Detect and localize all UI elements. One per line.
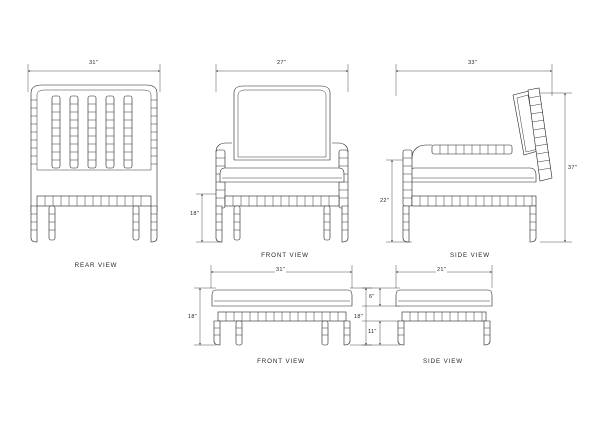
side-view-chair-graphic xyxy=(386,64,572,242)
chair-depth-value: 33" xyxy=(468,60,478,66)
chair-front-width-value: 27" xyxy=(277,60,287,66)
side-view-chair-label: SIDE VIEW xyxy=(449,252,491,259)
chair-back-height-value: 37" xyxy=(568,165,578,171)
rear-width-value: 31" xyxy=(89,60,99,66)
front-view-ottoman-graphic xyxy=(194,265,372,345)
ottoman-front-width-value: 31" xyxy=(276,267,286,273)
rear-width-dimension xyxy=(28,64,160,92)
ottoman-depth-value: 21" xyxy=(437,267,447,273)
front-view-chair-graphic xyxy=(196,64,348,242)
chair-seat-height-value: 18" xyxy=(190,211,200,217)
ottoman-height-right-value: 18" xyxy=(354,314,364,320)
ottoman-height-left-value: 18" xyxy=(188,314,198,320)
ottoman-cushion-height-value: 6" xyxy=(369,294,375,300)
front-view-chair-label: FRONT VIEW xyxy=(261,252,309,259)
rear-view-graphic xyxy=(28,64,160,242)
rear-view-label: REAR VIEW xyxy=(74,262,118,269)
chair-arm-height-value: 22" xyxy=(380,198,390,204)
side-view-ottoman-label: SIDE VIEW xyxy=(422,358,464,365)
side-view-ottoman-graphic xyxy=(362,265,492,345)
front-view-ottoman-label: FRONT VIEW xyxy=(257,358,305,365)
ottoman-leg-height-value: 11" xyxy=(368,329,377,335)
